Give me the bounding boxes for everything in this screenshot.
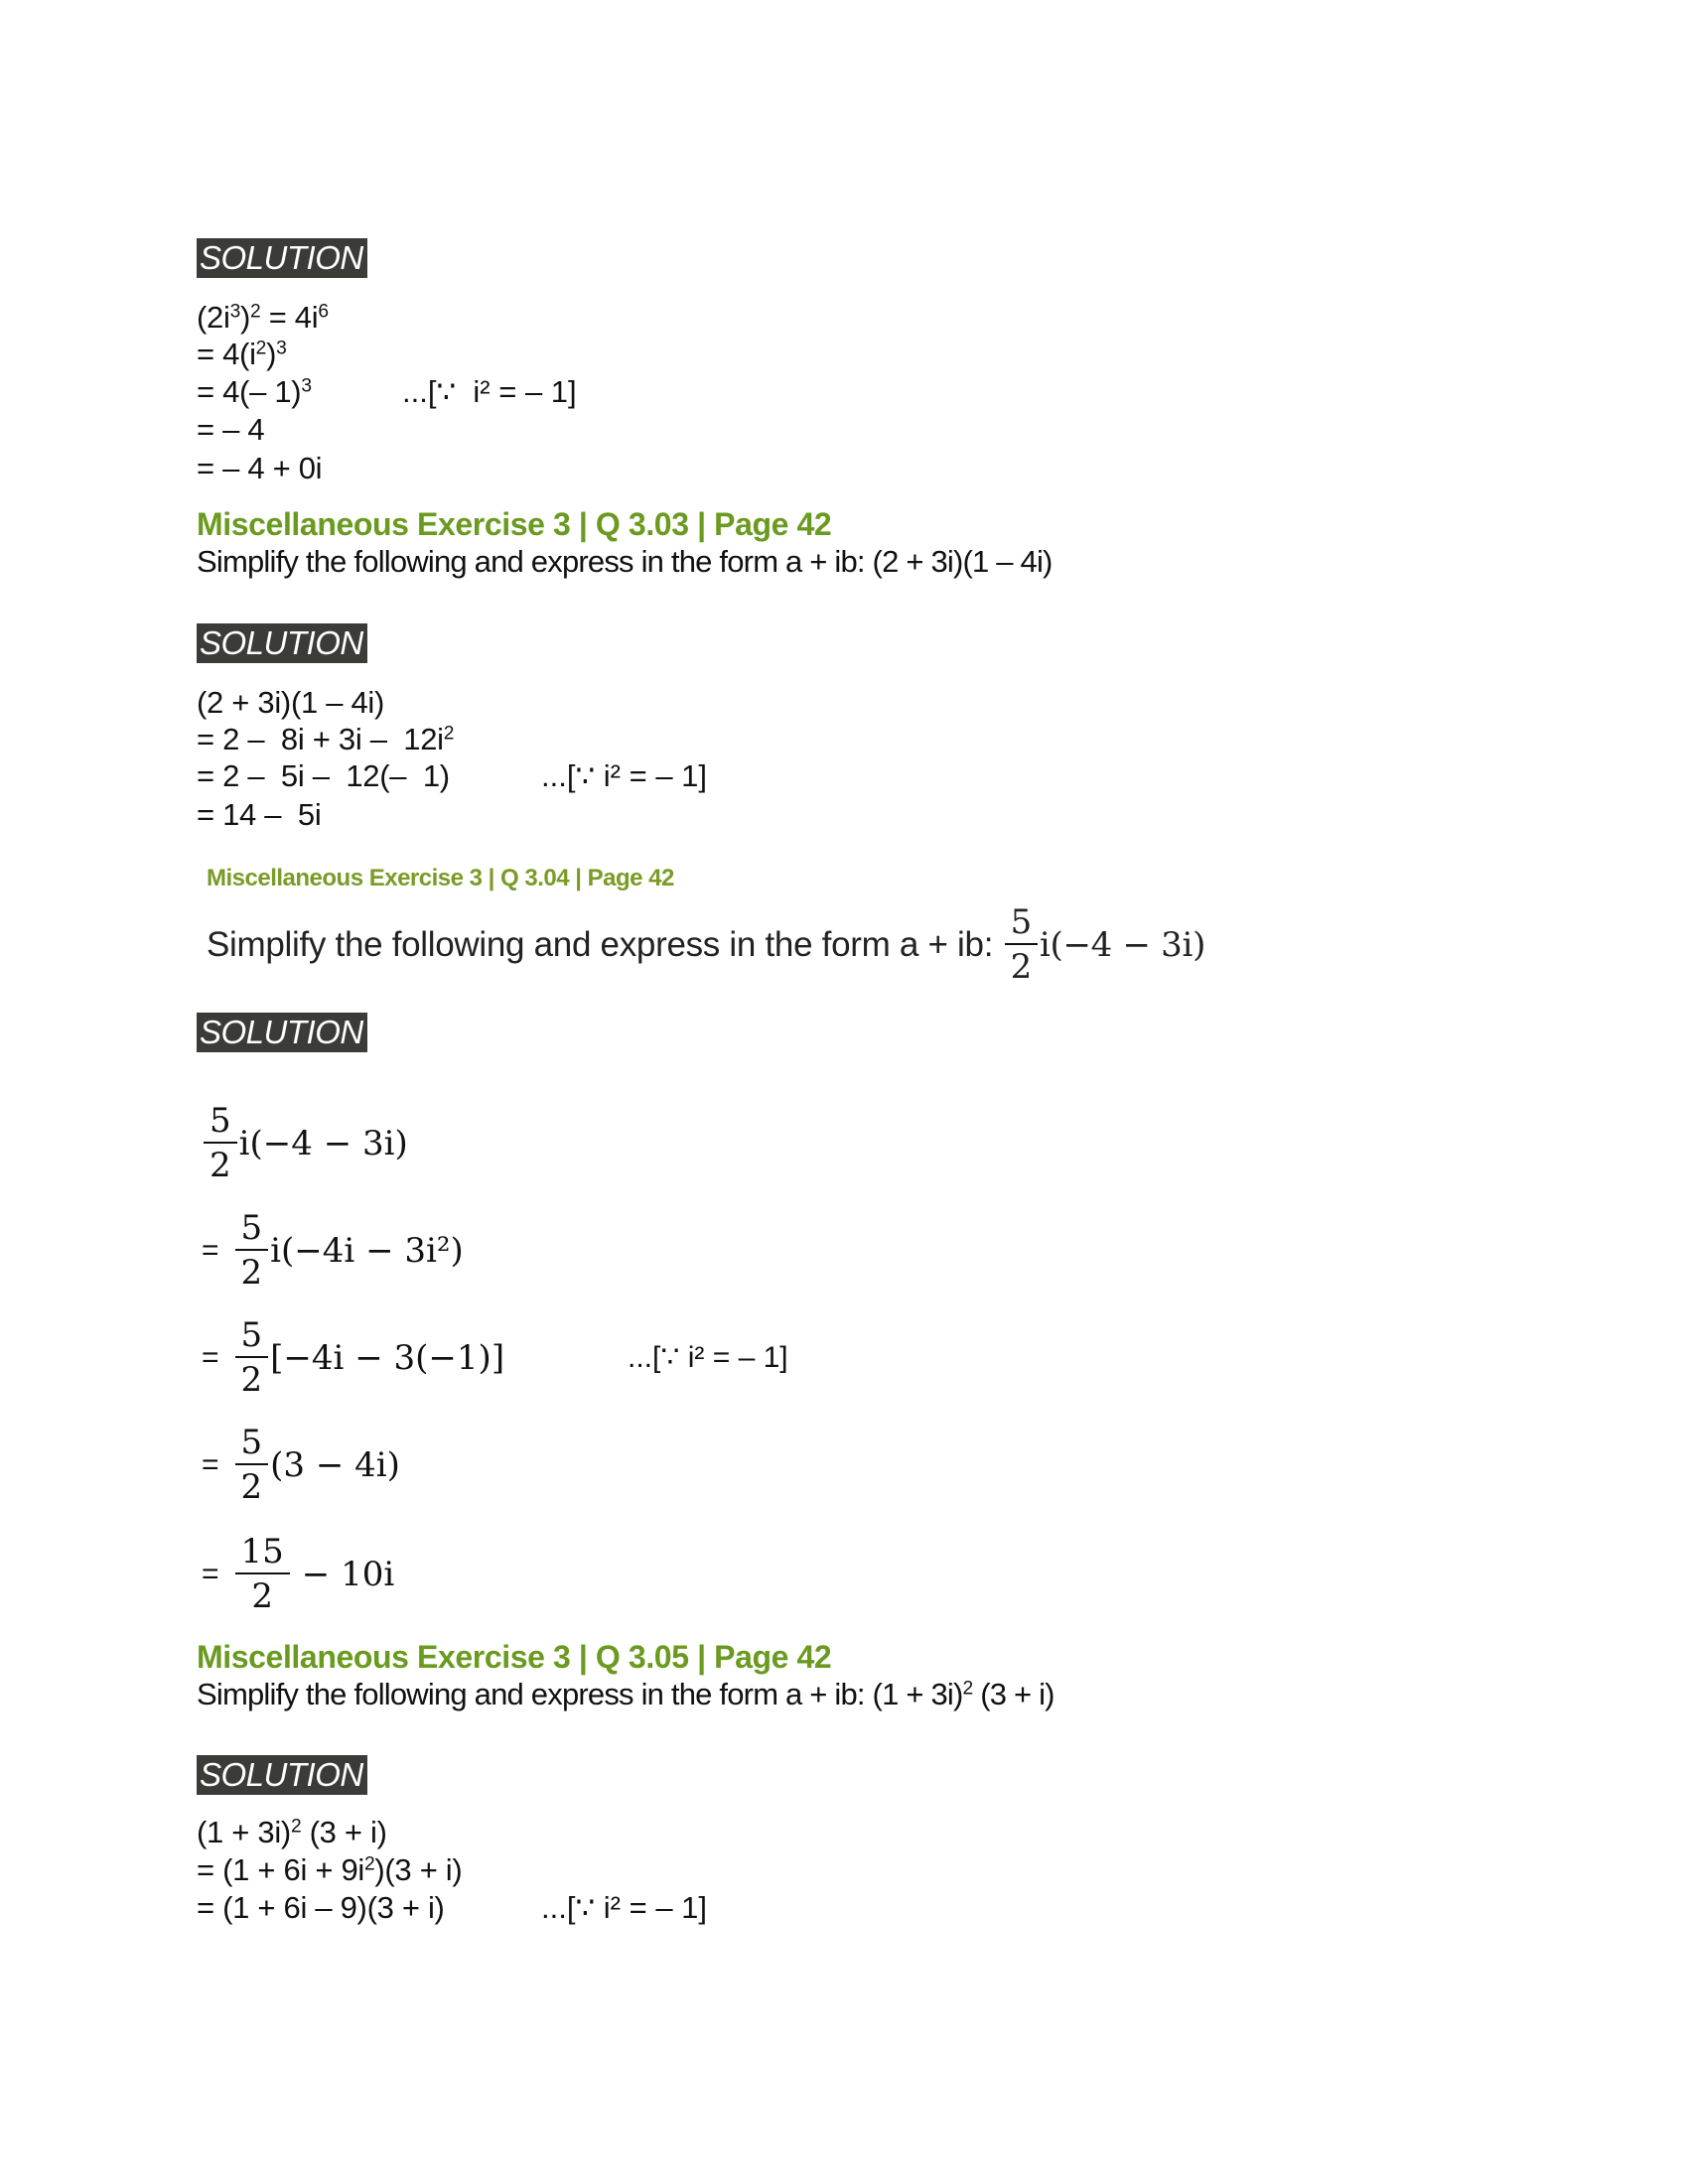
math-line: = $\frac{5}{2}$ [−4i − 3(−1)] — [202, 1315, 505, 1400]
question-header: Miscellaneous Exercise 3 | Q 3.04 | Page 42 — [207, 865, 674, 891]
solution-line: = $2 - 8i + 3i - 12i^2$ — [197, 722, 455, 756]
solution-line: $(2i^3)^2 = 4i^6$ — [197, 300, 329, 335]
math-line: $\frac{5}{2}$ i(−4 − 3i) — [202, 1102, 408, 1185]
solution-line: = – 4 + 0i — [197, 451, 323, 485]
math-line: = $\frac{15}{2}$ − 10i — [202, 1532, 395, 1616]
question-header: Miscellaneous Exercise 3 | Q 3.03 | Page 42 — [197, 506, 832, 542]
solution-line: = 2 – 5i – 12(– 1) — [197, 758, 450, 793]
solution-badge: SOLUTION — [197, 1755, 367, 1795]
question-text: Simplify the following and express in the form a + ib: $\frac{5}{2}$ i(−4 − 3i) — [207, 902, 1206, 987]
solution-line: = 14 – 5i — [197, 797, 322, 832]
solution-line: $(1 + 3i)^2$ (3 + i) — [197, 1815, 387, 1849]
solution-line: = – 4 — [197, 412, 265, 447]
solution-note: ...[∵ i² = – 1] — [541, 1890, 708, 1925]
solution-line: = 4(– 1)$^3$ — [197, 374, 312, 409]
solution-line: (2 + 3i)(1 – 4i) — [197, 685, 385, 720]
question-text: Simplify the following and express in the form a + ib: (2 + 3i)(1 – 4i) — [197, 544, 1053, 579]
solution-badge: SOLUTION — [197, 623, 367, 663]
solution-note: ...[∵ i² = – 1] — [628, 1341, 788, 1374]
math-line: = $\frac{5}{2}$ i(−4i − 3i²) — [202, 1208, 464, 1293]
question-text: Simplify the following and express in the form a + ib: $(1 + 3i)^2$ (3 + i) — [197, 1677, 1055, 1711]
solution-note: ...[∵ i² = – 1] — [402, 374, 577, 409]
solution-note: ...[∵ i² = – 1] — [541, 758, 708, 793]
question-header: Miscellaneous Exercise 3 | Q 3.05 | Page 42 — [197, 1639, 832, 1675]
math-line: = $\frac{5}{2}$ (3 − 4i) — [202, 1423, 400, 1507]
solution-line: = $(1 + 6i + 9i^2)(3 + i)$ — [197, 1852, 463, 1887]
solution-line: = (1 + 6i – 9)(3 + i) — [197, 1890, 445, 1925]
solution-badge: SOLUTION — [197, 1013, 367, 1052]
solution-line: = $4(i^2)^3$ — [197, 337, 287, 371]
solution-badge: SOLUTION — [197, 238, 367, 278]
